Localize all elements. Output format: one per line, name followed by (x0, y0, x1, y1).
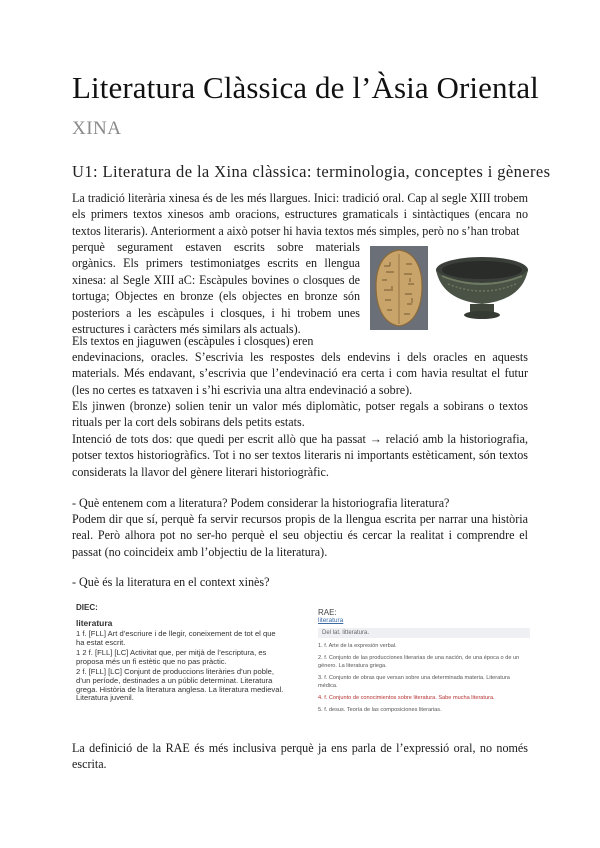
oracle-shell-image (370, 246, 428, 330)
paragraph-endevinacions: endevinacions, oracles. S’escrivia les respostes dels endevins i dels oracles en aquests materials. Més endavant, s’escrivia que l’endevinació era certa i com havia resultat el futur (les no certes es tatxaven i s’hi escrivia una altra endevinació a sobre). (72, 350, 528, 397)
diec-def-1: 1 f. [FLL] Art d’escriure i de llegir, coneixement de tot el que ha estat escrit. (76, 629, 276, 647)
paragraph-materials: perquè segurament estaven escrits sobre materials orgànics. Els primers testimoniatges escrits en llengua xinesa: al Segle XIII aC: Escàpules bovines o closques de tortuga; Objectes en bronze (els objectes en bronze són posteriors a les escàpules i closques, i hi trobem unes estructures i caràcters més similars als actuals). (72, 240, 360, 337)
diec-definition-image (76, 603, 286, 703)
document-title: Literatura Clàssica de l’Àsia Oriental (72, 70, 539, 105)
diec-def-3: 2 f. [FLL] [LC] Conjunt de produccions literàries d’un poble, d’un període, destinades a un públic determinat. Literatura grega. Història de la literatura anglesa. La literatura medieval. Literatura juvenil. (76, 667, 284, 703)
paragraph-historiografia: Podem dir que sí, perquè fa servir recursos propis de la llengua escrita per narrar una història real. Però alhora pot no ser-ho perquè el seu objectiu és cercar la realitat i comprendre el passat (no coincideix amb l’objectiu de la literatura). (72, 512, 528, 559)
paragraph-jinwen: Els jinwen (bronze) solien tenir un valor més diplomàtic, potser regals a sobirans o textos rituals per la cort dels sobirans dels petits estats. (72, 399, 528, 430)
question-context-xines: - Què és la literatura en el context xinès? (72, 575, 270, 589)
rae-def-3: 3. f. Conjunto de obras que versan sobre una determinada materia. Literatura médica. (318, 675, 510, 689)
document-subtitle: XINA (72, 118, 122, 139)
diec-word: literatura (76, 618, 113, 628)
rae-def-2: 2. f. Conjunto de las producciones literarias de una nación, de una época o de un género. La literatura griega. (318, 655, 520, 669)
diec-def-2: 1 2 f. [FLL] [LC] Activitat que, per mitjà de l’escriptura, es proposa més un fi estètic que no pas pràctic. (76, 648, 267, 666)
paragraph-jiaguwen: Els textos en jiaguwen (escàpules i closques) eren (72, 334, 314, 348)
rae-def-4: 4. f. Conjunto de conocimientos sobre literatura. Sabe mucha literatura. (318, 695, 495, 701)
diec-header: DIEC: (76, 603, 98, 612)
paragraph-intencio: Intenció de tots dos: que quedi per escrit allò que ha passat → relació amb la historiografia, potser textos historiogràfics. Tot i no ser textos literaris ni importants estèticament, són textos considerats la llavor del gènere literari historiogràfic. (72, 432, 528, 479)
rae-header: RAE: (318, 608, 337, 617)
bronze-vessel-image (432, 252, 532, 324)
paragraph-rae: La definició de la RAE és més inclusiva perquè ja ens parla de l’expressió oral, no només escrita. (72, 741, 528, 772)
paragraph-intro: La tradició literària xinesa és de les més llargues. Inici: tradició oral. Cap al segle XIII trobem els primers textos xinesos amb oracions, estructures gramaticals i sintàctiques (encara no textos literaris). Anteriorment a això potser hi havia textos més simples, però no s’han trobat (72, 191, 528, 238)
rae-etymology-bar: Del lat. litteratura. (318, 628, 530, 638)
rae-definition-image (318, 608, 530, 714)
rae-def-1: 1. f. Arte de la expresión verbal. (318, 643, 397, 649)
rae-def-5: 5. f. desus. Teoría de las composiciones literarias. (318, 707, 442, 713)
section-heading: U1: Literatura de la Xina clàssica: terminologia, conceptes i gèneres (72, 162, 551, 181)
question-literatura: - Què entenem com a literatura? Podem considerar la historiografia literatura? (72, 496, 450, 510)
rae-link[interactable]: literatura (318, 617, 344, 624)
